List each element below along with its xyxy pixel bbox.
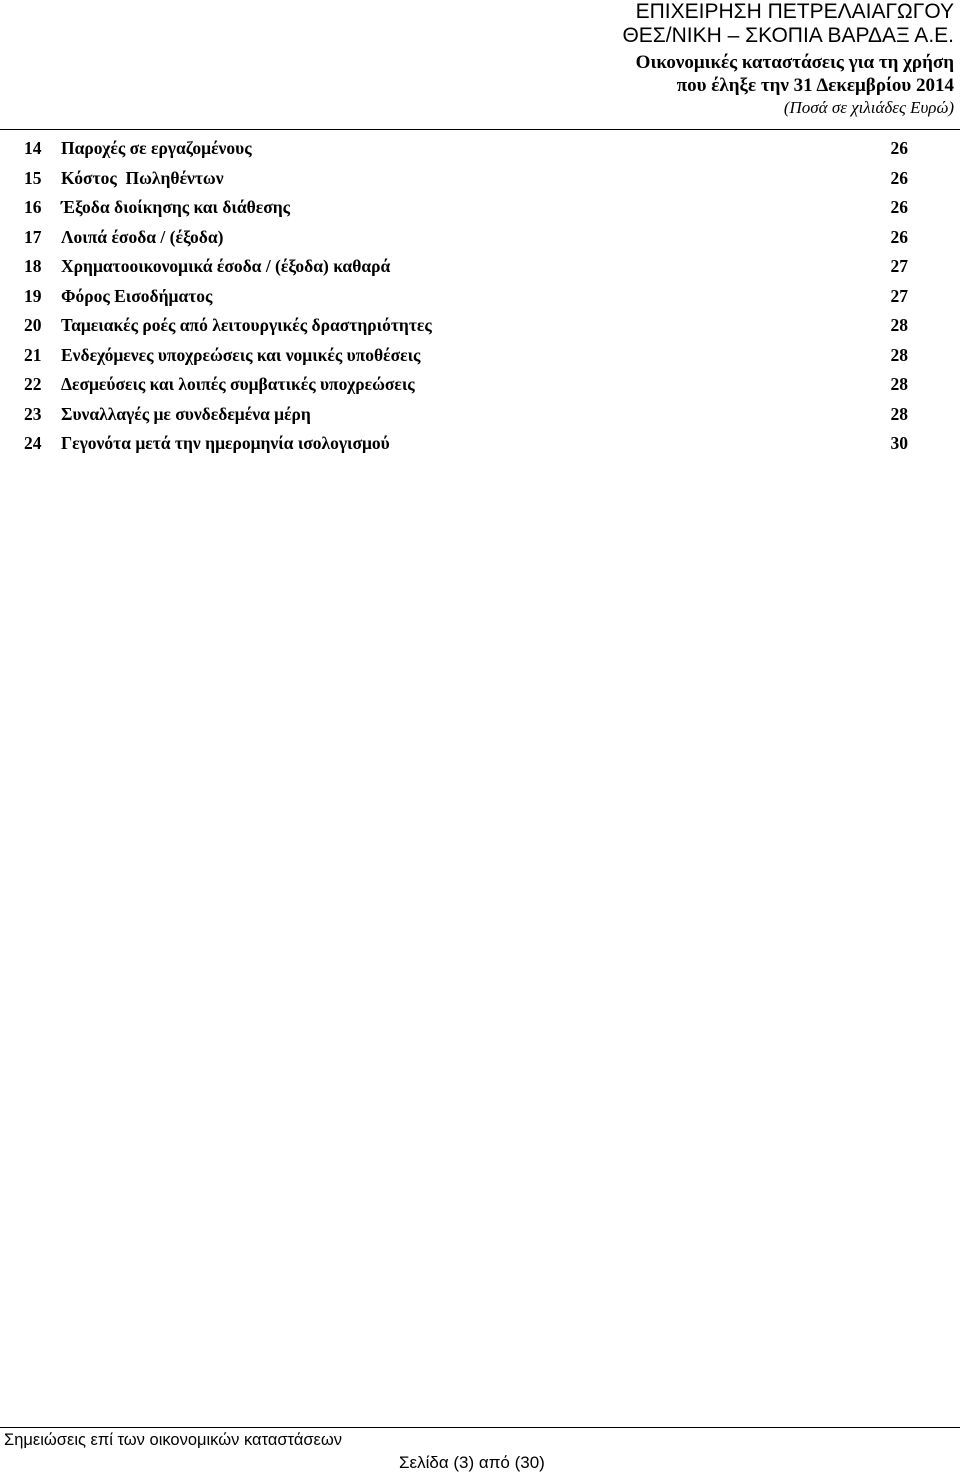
toc-entry-title: Φόρος Εισοδήματος (61, 285, 213, 306)
toc-entry-page: 28 (890, 403, 908, 424)
currency-units-note: (Ποσά σε χιλιάδες Ευρώ) (783, 98, 954, 117)
toc-entry-18[interactable] (24, 252, 908, 282)
toc-entry-number: 21 (24, 344, 42, 365)
toc-entry-number: 24 (24, 433, 42, 453)
toc-entry-title: Δεσμεύσεις και λοιπές συμβατικές υποχρεώσεις (61, 374, 415, 394)
toc-entry-title: Παροχές σε εργαζομένους (61, 138, 252, 158)
toc-entry-number: 16 (24, 197, 42, 217)
toc-entry-page: 26 (890, 226, 908, 247)
toc-entry-19[interactable] (24, 282, 908, 312)
toc-entry-title: Κόστος Πωληθέντων (61, 167, 224, 188)
report-period: που έληξε την 31 Δεκεμβρίου 2014 (676, 75, 954, 96)
toc-entry-page: 26 (890, 197, 908, 217)
toc-entry-title: Έξοδα διοίκησης και διάθεσης (61, 197, 291, 217)
footer-section-title: Σημειώσεις επί των οικονομικών καταστάσεων (4, 1431, 343, 1449)
company-route: ΘΕΣ/ΝΙΚΗ – ΣΚΟΠΙΑ ΒΑΡΔΑΞ Α.Ε. (622, 24, 954, 47)
report-title: Οικονομικές καταστάσεις για τη χρήση (635, 52, 954, 73)
toc-entry-page: 28 (890, 374, 908, 394)
toc-entry-title: Ταμειακές ροές από λειτουργικές δραστηριότητες (61, 315, 432, 335)
toc-entry-number: 22 (24, 374, 42, 394)
toc-entry-number: 17 (24, 226, 42, 247)
toc-entry-17[interactable] (24, 223, 908, 253)
toc-entry-number: 19 (24, 285, 42, 306)
toc-entry-page: 30 (890, 433, 908, 453)
toc-entry-22[interactable] (24, 370, 908, 400)
toc-entry-title: Λοιπά έσοδα / (έξοδα) (61, 226, 224, 247)
company-name: ΕΠΙΧΕΙΡΗΣΗ ΠΕΤΡΕΛΑΙΑΓΩΓΟΥ (635, 0, 954, 23)
toc-entry-21[interactable] (24, 341, 908, 371)
footer-divider (0, 1427, 960, 1428)
toc-entry-14[interactable] (24, 134, 908, 164)
toc-entry-23[interactable] (24, 400, 908, 430)
toc-entry-title: Γεγονότα μετά την ημερομηνία ισολογισμού (61, 433, 390, 453)
toc-entry-page: 28 (890, 344, 908, 365)
toc-entry-number: 14 (24, 138, 42, 158)
toc-entry-20[interactable] (24, 311, 908, 341)
page-header (622, 0, 954, 118)
toc-entry-number: 15 (24, 167, 42, 188)
table-of-contents (24, 134, 908, 459)
toc-entry-page: 26 (890, 167, 908, 188)
toc-entry-title: Ενδεχόμενες υποχρεώσεις και νομικές υποθέσεις (61, 344, 421, 365)
toc-entry-number: 18 (24, 256, 42, 276)
toc-entry-16[interactable] (24, 193, 908, 223)
toc-entry-title: Χρηματοοικονομικά έσοδα / (έξοδα) καθαρά (61, 256, 391, 276)
toc-entry-page: 28 (890, 315, 908, 335)
page-number: Σελίδα (3) από (30) (399, 1453, 545, 1472)
toc-entry-page: 27 (890, 285, 908, 306)
toc-entry-number: 20 (24, 315, 42, 335)
header-divider (0, 129, 960, 130)
toc-entry-title: Συναλλαγές με συνδεδεμένα μέρη (61, 403, 311, 424)
toc-entry-page: 27 (890, 256, 908, 276)
toc-entry-15[interactable] (24, 164, 908, 194)
toc-entry-24[interactable] (24, 429, 908, 459)
toc-entry-page: 26 (890, 138, 908, 158)
toc-entry-number: 23 (24, 403, 42, 424)
